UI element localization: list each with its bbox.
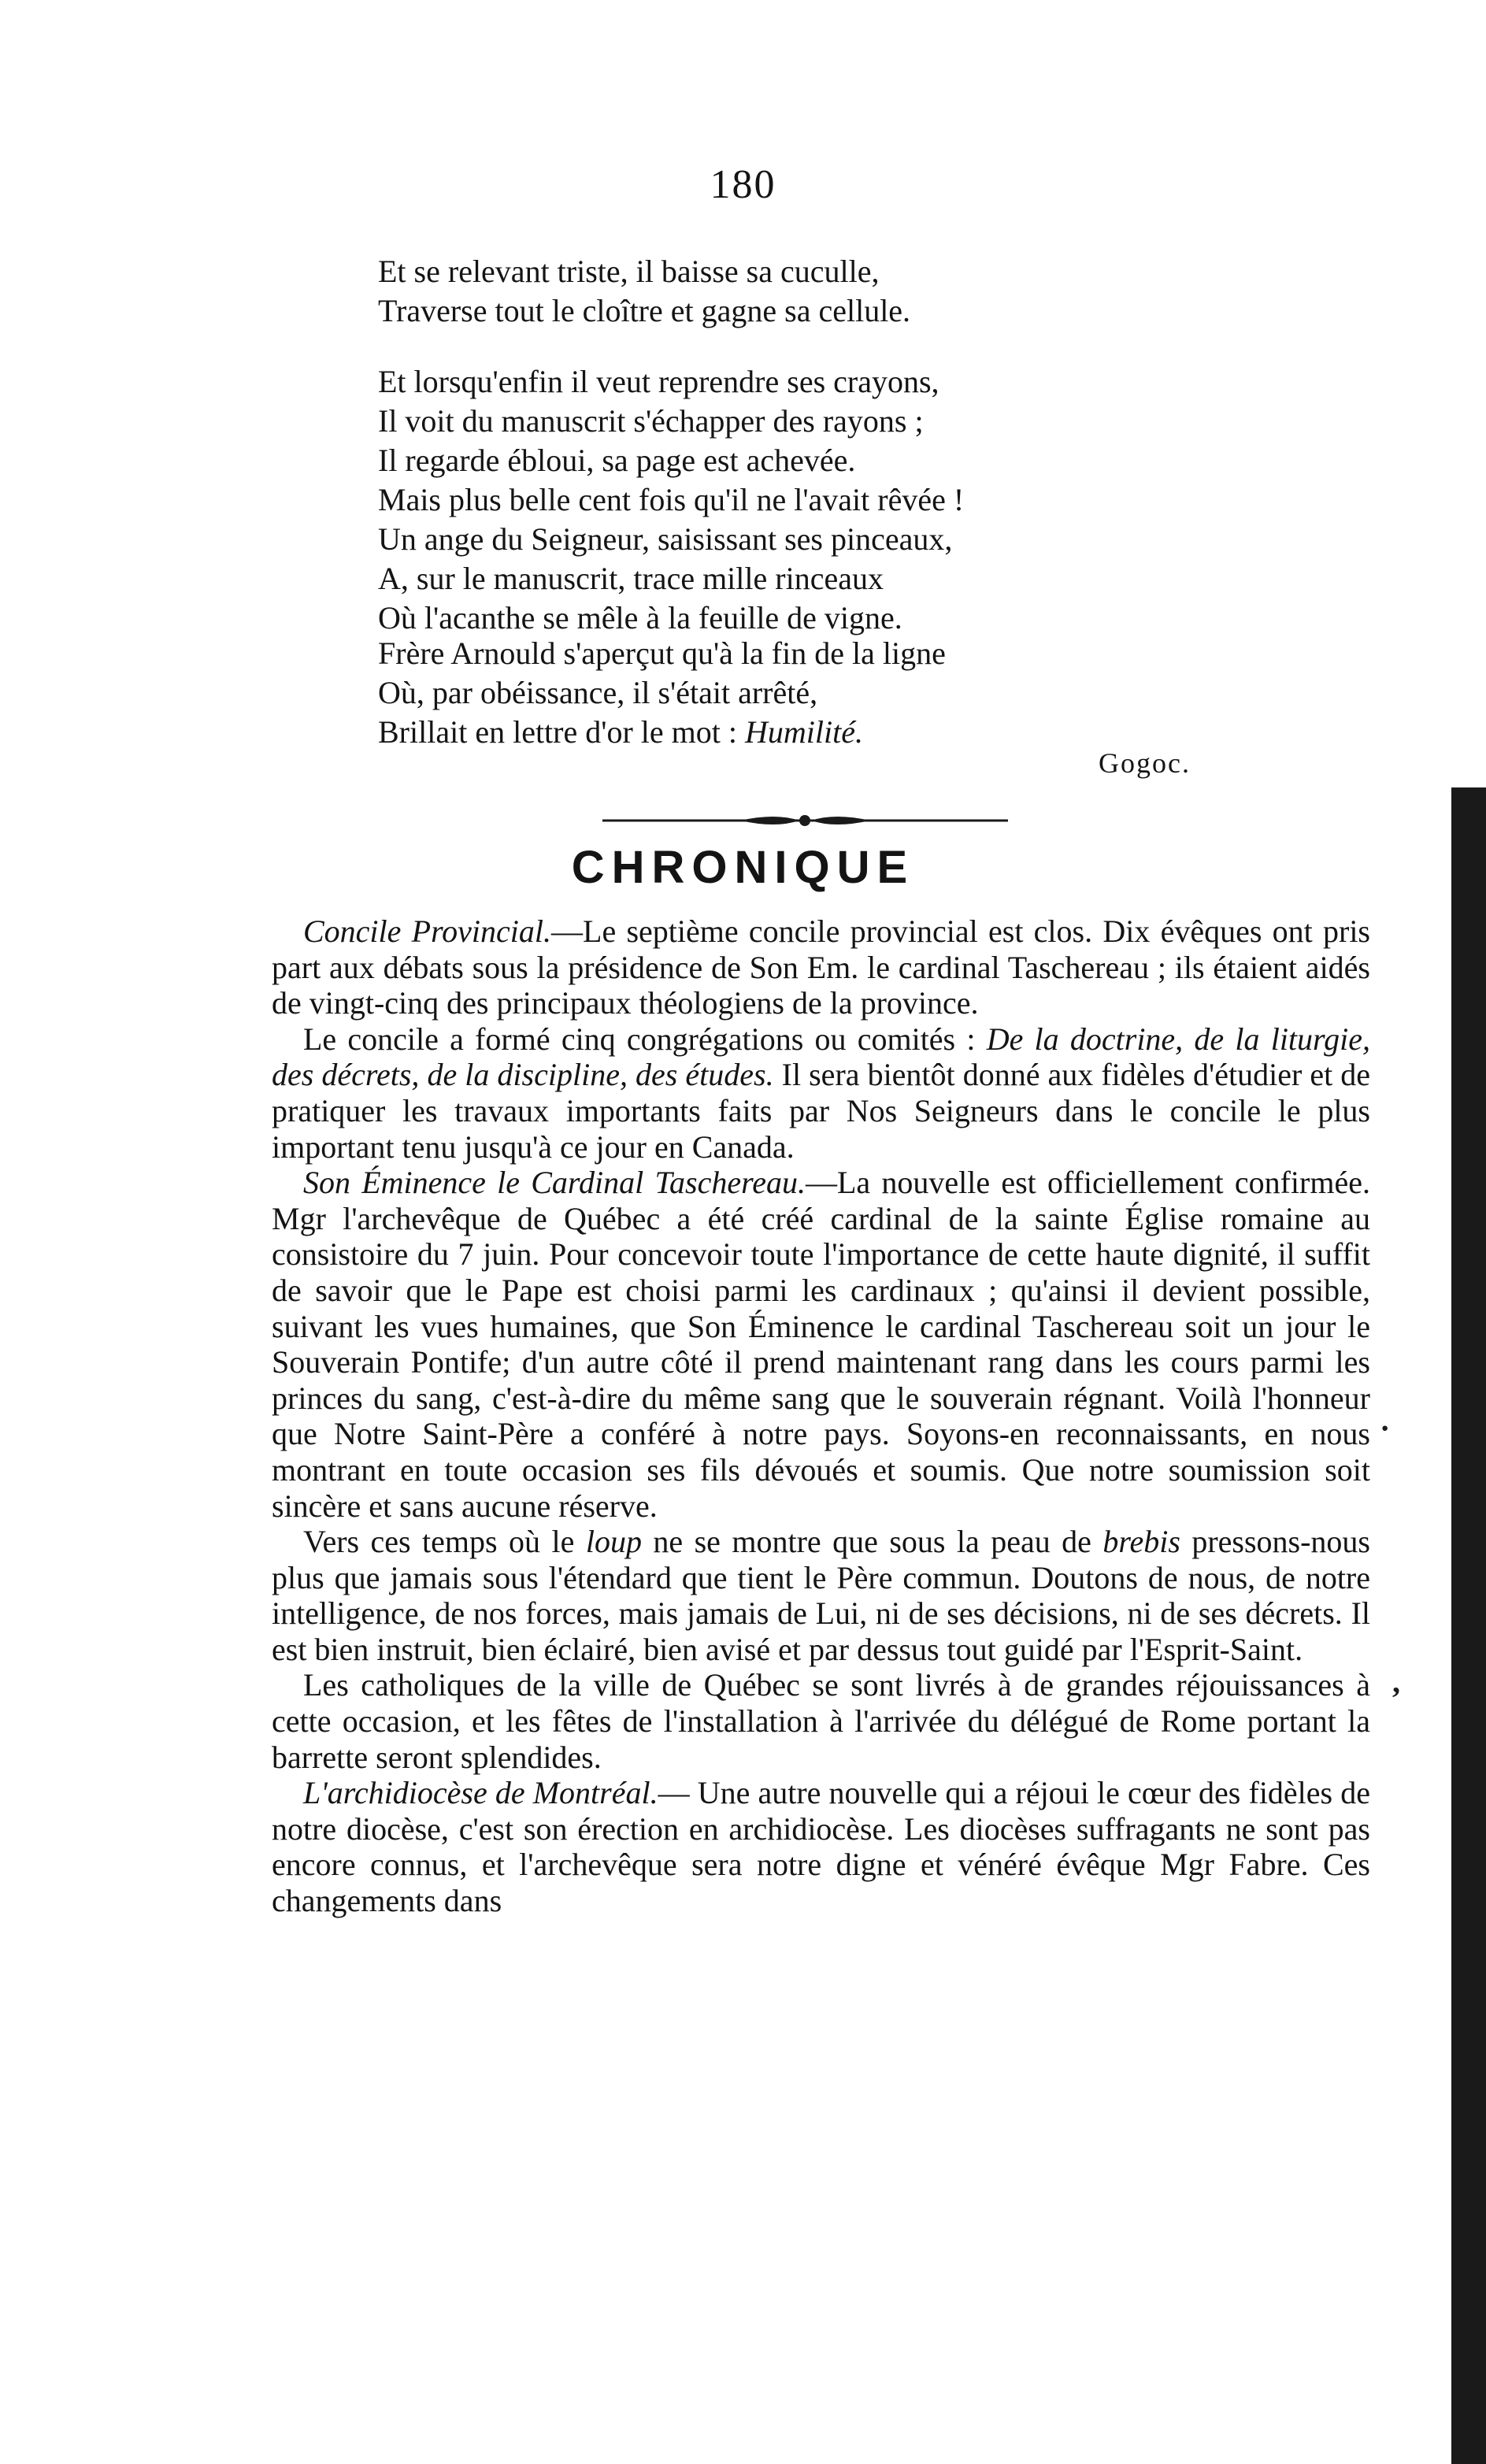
paragraph-concile	[272, 913, 1370, 1021]
poem-line: Où l'acanthe se mêle à la feuille de vigne.	[378, 600, 902, 635]
poem-line: Frère Arnould s'aperçut qu'à la fin de la ligne	[378, 635, 946, 671]
poem-line: Il voit du manuscrit s'échapper des rayons ;	[378, 403, 924, 439]
poem-line: Et se relevant triste, il baisse sa cuculle,	[378, 254, 880, 289]
poem-line: Et lorsqu'enfin il veut reprendre ses crayons,	[378, 364, 939, 399]
poem-stanza-2	[378, 362, 1284, 638]
poem-line: Il regarde ébloui, sa page est achevée.	[378, 443, 856, 478]
scan-speck: ·	[1380, 1410, 1391, 1446]
poem-line: Un ange du Seigneur, saisissant ses pinceaux,	[378, 521, 953, 557]
paragraph-text: Il sera bientôt donné aux fidèles d'étudier et de pratiquer les travaux importants faits par Nos Seigneurs dans le concile le plus important tenu jusqu'à ce jour en Canada.	[272, 1057, 1370, 1165]
scan-speck: ,	[1392, 1664, 1400, 1699]
paragraph-congregations	[272, 1021, 1370, 1165]
poem-line: Mais plus belle cent fois qu'il ne l'avait rêvée !	[378, 482, 965, 517]
poem-stanza-1	[378, 252, 1284, 331]
paragraph-text: Vers ces temps où le	[303, 1524, 586, 1560]
paragraph-archidiocese	[272, 1775, 1370, 1918]
poem-line-text: Brillait en lettre d'or le mot :	[378, 714, 745, 750]
paragraph-loup	[272, 1524, 1370, 1667]
paragraph-text: pressons-nous plus que jamais sous l'étendard que tient le Père commun. Doutons de nous, de notre intelligence, de nos forces, mais jamais de Lui, ni de ses décisions, ni de ses décrets. Il est bien instruit, bien éclairé, bien avisé et par dessus tout guidé par l'Esprit-Saint.	[272, 1524, 1370, 1667]
poem-stanza-3	[378, 634, 1284, 752]
paragraph-text: Le concile a formé cinq congrégations ou comités :	[303, 1021, 987, 1057]
paragraph-text: Les catholiques de la ville de Québec se sont livrés à de grandes réjouissances à cette occasion, et les fêtes de l'installation à l'arrivée du délégué de Rome portant la barrette seront splendides.	[272, 1667, 1370, 1775]
paragraph-heading: L'archidiocèse de Montréal.	[303, 1775, 658, 1811]
paragraph-text: ne se montre que sous la peau de	[641, 1524, 1103, 1560]
poem-line: Traverse tout le cloître et gagne sa cellule.	[378, 293, 911, 328]
chronique-body	[272, 913, 1370, 1919]
paragraph-text: —La nouvelle est officiellement confirmée. Mgr l'archevêque de Québec a été créé cardinal de la sainte Église romaine au consistoire du 7 juin. Pour concevoir toute l'importance de cette haute dignité, il suffit de savoir que le Pape est choisi parmi les cardinaux ; qu'ainsi il devient possible, suivant les vues humaines, que Son Éminence le cardinal Taschereau soit un jour le Souverain Pontife; d'un autre côté il prend maintenant rang dans les cours parmi les princes du sang, c'est-à-dire du même sang que le souverain régnant. Voilà l'honneur que Notre Saint-Père a conféré à notre pays. Soyons-en reconnaissants, en nous montrant en toute occasion ses fils dévoués et soumis. Que notre soumission soit sincère et sans aucune réserve.	[272, 1165, 1370, 1524]
section-title: CHRONIQUE	[571, 842, 915, 893]
paragraph-italic: De la doctrine, de la liturgie, des décrets, de la discipline, des études.	[272, 1021, 1370, 1093]
paragraph-italic: brebis	[1102, 1524, 1180, 1560]
poem-final-word: Humilité.	[744, 714, 863, 750]
scan-edge-bar	[1451, 787, 1486, 2464]
paragraph-italic: loup	[585, 1524, 642, 1560]
ornamental-divider	[602, 811, 1008, 830]
paragraph-text: — Une autre nouvelle qui a réjoui le cœur des fidèles de notre diocèse, c'est son érection en archidiocèse. Les diocèses suffragants ne sont pas encore connus, et l'archevêque sera notre digne et vénéré évêque Mgr Fabre. Ces changements dans	[272, 1775, 1371, 1919]
poem-line: A, sur le manuscrit, trace mille rinceaux	[378, 561, 884, 596]
poem-signature: Gogoc.	[1099, 747, 1191, 779]
poem-line: Où, par obéissance, il s'était arrêté,	[378, 675, 818, 710]
paragraph-heading: Concile Provincial.	[303, 913, 552, 949]
paragraph-heading: Son Éminence le Cardinal Taschereau.	[303, 1165, 806, 1201]
paragraph-text: —Le septième concile provincial est clos. Dix évêques ont pris part aux débats sous la présidence de Son Em. le cardinal Taschereau ; ils étaient aidés de vingt-cinq des principaux théologiens de la province.	[272, 913, 1371, 1021]
paragraph-quebec	[272, 1667, 1370, 1775]
paragraph-cardinal	[272, 1165, 1370, 1524]
page-number: 180	[710, 162, 776, 207]
